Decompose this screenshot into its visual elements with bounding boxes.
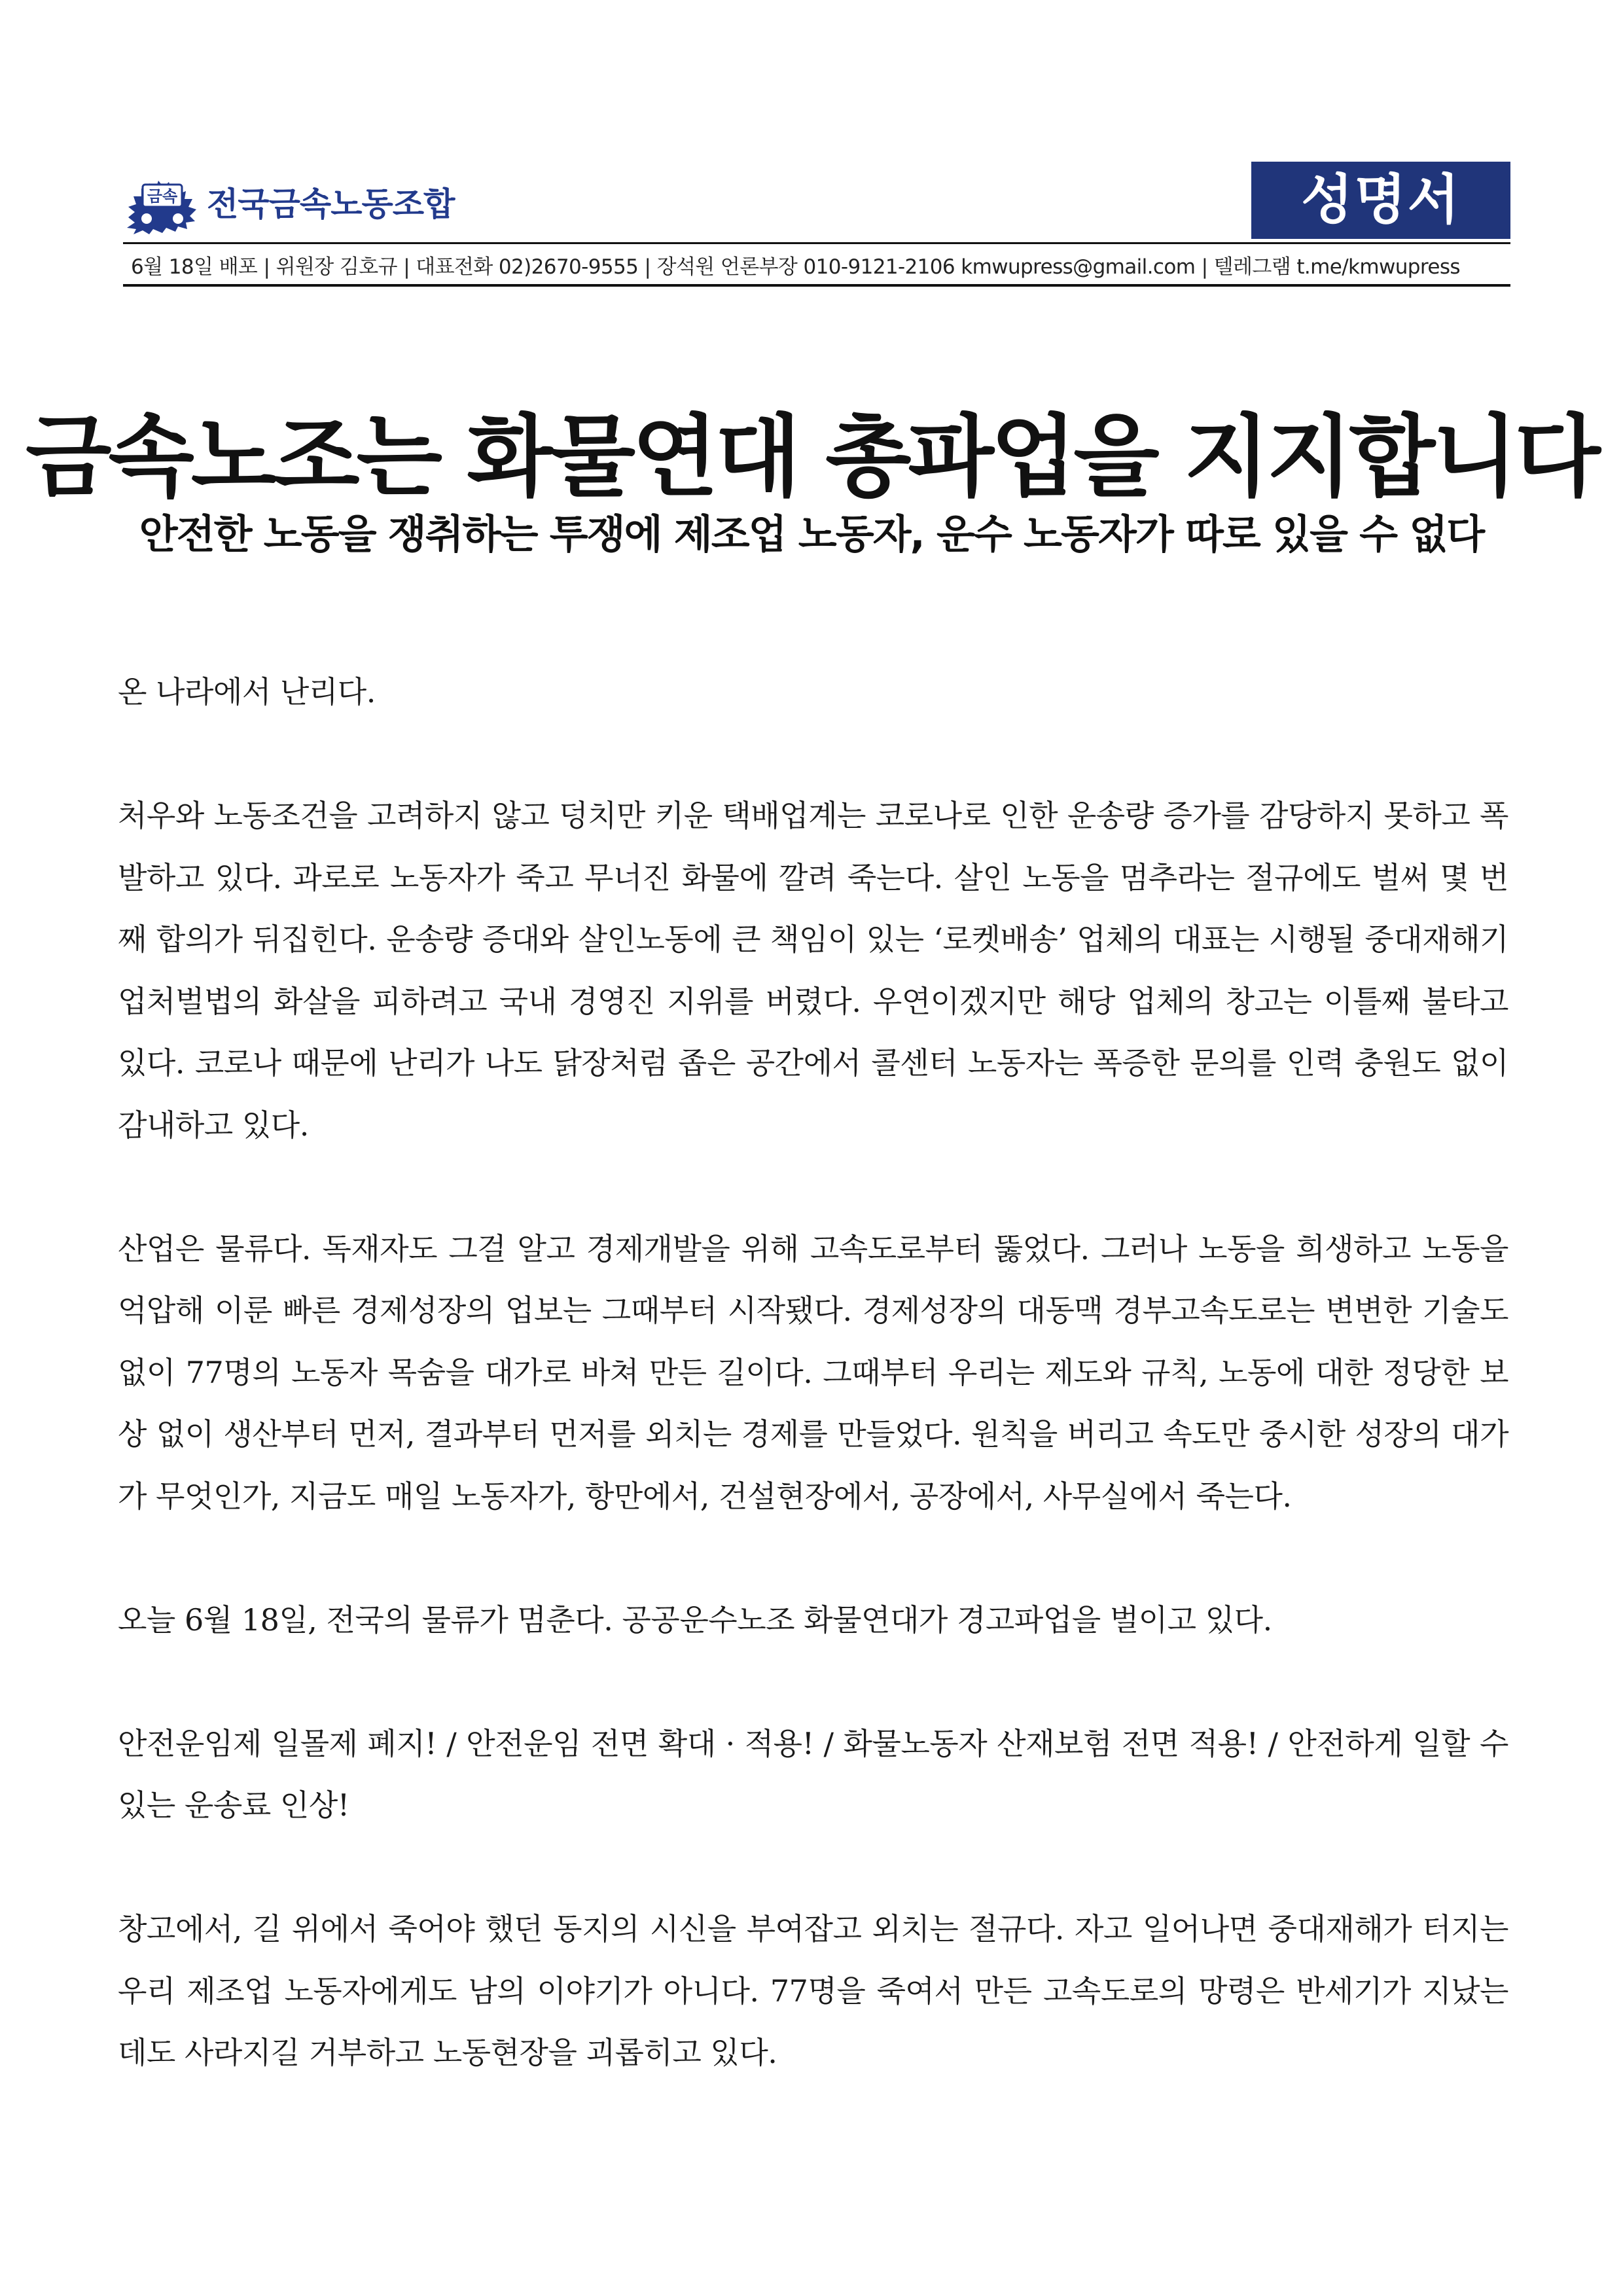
union-logo [123, 162, 455, 236]
statement-body [118, 661, 1508, 2084]
doc-type-badge: 성명서 [1251, 162, 1510, 239]
header-divider-top [123, 242, 1510, 244]
page-title: 금속노조는 화물연대 총파업을 지지합니다 [26, 406, 1597, 509]
paragraph: 온 나라에서 난리다. [118, 674, 376, 709]
paragraph: 창고에서, 길 위에서 죽어야 했던 동지의 시신을 부여잡고 외치는 절규다. 자고 일어나면 중대재해가 터지는 우리 제조업 노동자에게도 남의 이야기가 아니다. 77명을 죽여서 만든 고속도로의 망령은 반세기가 지났는데도 사라지길 거부하고 노동현장을 괴롭히고 있다. [118, 1911, 1508, 2070]
paragraph: 처우와 노동조건을 고려하지 않고 덩치만 키운 택배업계는 코로나로 인한 운송량 증가를 감당하지 못하고 폭발하고 있다. 과로로 노동자가 죽고 무너진 화물에 깔려 죽는다. 살인 노동을 멈추라는 절규에도 벌써 몇 번째 합의가 뒤집힌다. 운송량 증대와 살인노동에 큰 책임이 있는 ‘로켓배송’ 업체의 대표는 시행될 중대재해기업처벌법의 화살을 피하려고 국내 경영진 지위를 버렸다. 우연이겠지만 해당 업체의 창고는 이틀째 불타고 있다. 코로나 때문에 난리가 나도 닭장처럼 좁은 공간에서 콜센터 노동자는 폭증한 문의를 인력 충원도 없이 감내하고 있다. [118, 798, 1508, 1143]
paragraph: 오늘 6월 18일, 전국의 물류가 멈춘다. 공공운수노조 화물연대가 경고파업을 벌이고 있다. [118, 1602, 1272, 1638]
paragraph: 안전운임제 일몰제 폐지! / 안전운임 전면 확대 · 적용! / 화물노동자 산재보험 전면 적용! / 안전하게 일할 수 있는 운송료 인상! [118, 1725, 1508, 1823]
paragraph: 산업은 물류다. 독재자도 그걸 알고 경제개발을 위해 고속도로부터 뚫었다. 그러나 노동을 희생하고 노동을 억압해 이룬 빠른 경제성장의 업보는 그때부터 시작됐다. 경제성장의 대동맥 경부고속도로는 변변한 기술도 없이 77명의 노동자 목숨을 대가로 바쳐 만든 길이다. 그때부터 우리는 제도와 규칙, 노동에 대한 정당한 보상 없이 생산부터 먼저, 결과부터 먼저를 외치는 경제를 만들었다. 원칙을 버리고 속도만 중시한 성장의 대가가 무엇인가, 지금도 매일 노동자가, 항만에서, 건설현장에서, 공장에서, 사무실에서 죽는다. [118, 1230, 1509, 1514]
header-divider-bottom [123, 284, 1510, 287]
union-name: 전국금속노동조합 [207, 185, 455, 223]
union-emblem-icon [123, 162, 202, 236]
contact-info: 6월 18일 배포 | 위원장 김호규 | 대표전화 02)2670-9555 | 장석원 언론부장 010-9121-2106 kmwupress@gmail.com | 텔레그램 t.me/kmwupress [131, 255, 1460, 279]
page-subtitle: 안전한 노동을 쟁취하는 투쟁에 제조업 노동자, 운수 노동자가 따로 있을 수 없다 [139, 511, 1484, 558]
logo-mark-text: 금속 [147, 187, 178, 206]
